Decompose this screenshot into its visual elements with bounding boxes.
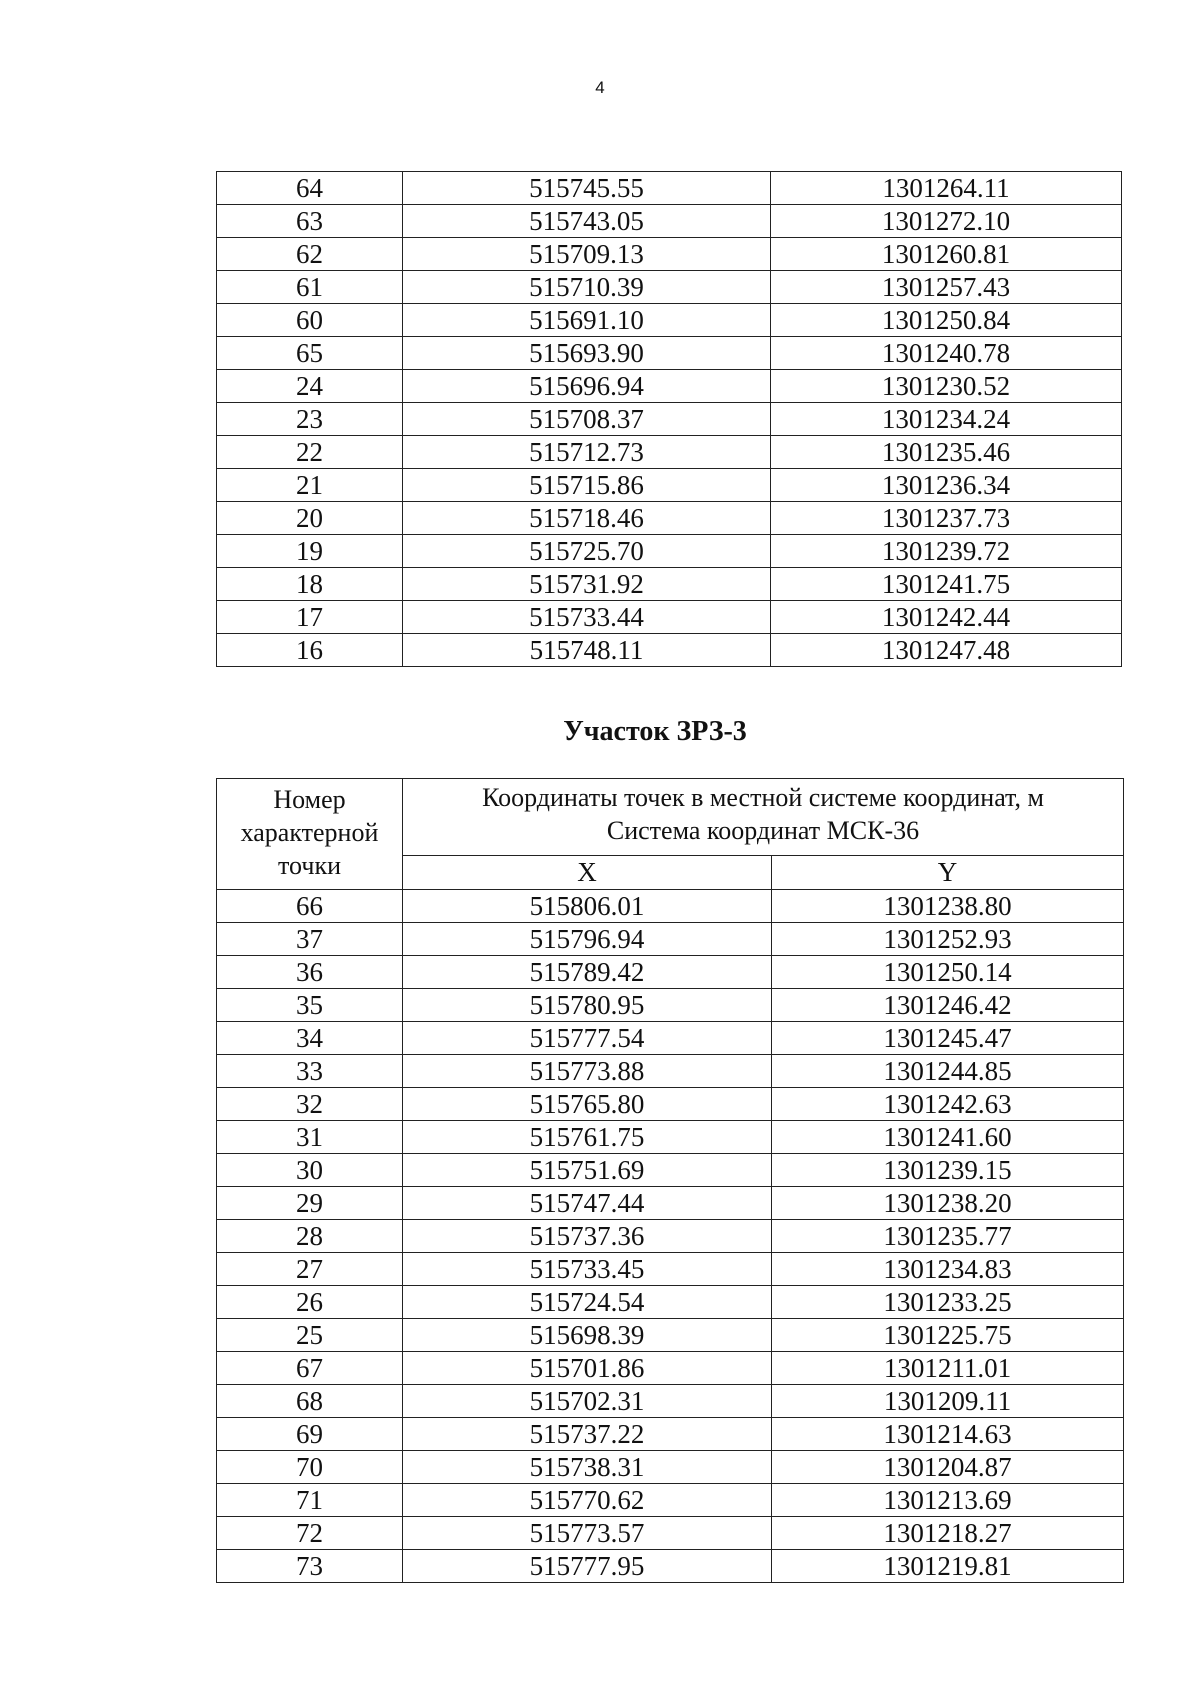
table-row <box>217 1022 1124 1055</box>
y-coordinate-cell: 1301230.52 <box>771 370 1122 403</box>
x-coordinate-cell: 515715.86 <box>403 469 771 502</box>
point-number-cell: 60 <box>217 304 403 337</box>
table-row <box>217 436 1122 469</box>
table-row <box>217 370 1122 403</box>
y-coordinate-cell: 1301234.83 <box>772 1253 1124 1286</box>
x-coordinate-cell: 515745.55 <box>403 172 771 205</box>
y-coordinate-cell: 1301257.43 <box>771 271 1122 304</box>
y-coordinate-cell: 1301240.78 <box>771 337 1122 370</box>
page-number: 4 <box>595 78 605 97</box>
point-number-cell: 17 <box>217 601 403 634</box>
x-coordinate-cell: 515691.10 <box>403 304 771 337</box>
y-coordinate-cell: 1301245.47 <box>772 1022 1124 1055</box>
y-coordinate-cell: 1301218.27 <box>772 1517 1124 1550</box>
point-number-cell: 61 <box>217 271 403 304</box>
point-number-cell: 73 <box>217 1550 403 1583</box>
point-number-cell: 16 <box>217 634 403 667</box>
x-coordinate-cell: 515701.86 <box>403 1352 772 1385</box>
x-coordinate-cell: 515770.62 <box>403 1484 772 1517</box>
x-coordinate-cell: 515710.39 <box>403 271 771 304</box>
y-coordinate-cell: 1301236.34 <box>771 469 1122 502</box>
point-number-cell: 67 <box>217 1352 403 1385</box>
y-coordinate-cell: 1301239.15 <box>772 1154 1124 1187</box>
table-row <box>217 1088 1124 1121</box>
y-coordinate-cell: 1301246.42 <box>772 989 1124 1022</box>
x-coordinate-cell: 515693.90 <box>403 337 771 370</box>
x-coordinate-cell: 515773.57 <box>403 1517 772 1550</box>
x-coordinate-cell: 515789.42 <box>403 956 772 989</box>
y-coordinate-cell: 1301247.48 <box>771 634 1122 667</box>
x-coordinate-cell: 515777.95 <box>403 1550 772 1583</box>
point-number-cell: 33 <box>217 1055 403 1088</box>
table-row <box>217 172 1122 205</box>
table-row <box>217 1550 1124 1583</box>
point-number-cell: 65 <box>217 337 403 370</box>
y-column-header: Y <box>772 856 1124 890</box>
y-coordinate-cell: 1301235.46 <box>771 436 1122 469</box>
table-row <box>217 989 1124 1022</box>
point-number-cell: 34 <box>217 1022 403 1055</box>
x-coordinate-cell: 515712.73 <box>403 436 771 469</box>
table-row <box>217 238 1122 271</box>
point-number-cell: 72 <box>217 1517 403 1550</box>
coordinates-table-header <box>217 779 1124 890</box>
x-coordinate-cell: 515737.22 <box>403 1418 772 1451</box>
point-number-cell: 18 <box>217 568 403 601</box>
point-number-cell: 35 <box>217 989 403 1022</box>
x-coordinate-cell: 515724.54 <box>403 1286 772 1319</box>
point-number-cell: 24 <box>217 370 403 403</box>
x-coordinate-cell: 515733.45 <box>403 1253 772 1286</box>
table-row <box>217 403 1122 436</box>
point-number-cell: 27 <box>217 1253 403 1286</box>
x-coordinate-cell: 515709.13 <box>403 238 771 271</box>
table-row <box>217 271 1122 304</box>
y-coordinate-cell: 1301209.11 <box>772 1385 1124 1418</box>
table-row <box>217 1286 1124 1319</box>
x-column-header: X <box>403 856 772 890</box>
coordinate-system-header-line: Система координат МСК-36 <box>606 816 920 845</box>
x-coordinate-cell: 515696.94 <box>403 370 771 403</box>
table-row <box>217 337 1122 370</box>
y-coordinate-cell: 1301241.60 <box>772 1121 1124 1154</box>
y-coordinate-cell: 1301233.25 <box>772 1286 1124 1319</box>
table-row <box>217 1319 1124 1352</box>
table-row <box>217 1451 1124 1484</box>
table-row <box>217 601 1122 634</box>
table-row <box>217 956 1124 989</box>
point-number-header-line: характерной <box>240 818 379 847</box>
x-coordinate-cell: 515747.44 <box>403 1187 772 1220</box>
table-row <box>217 469 1122 502</box>
point-number-header-line: точки <box>278 851 341 880</box>
y-coordinate-cell: 1301250.14 <box>772 956 1124 989</box>
coordinates-table-zrz3 <box>216 778 1124 1583</box>
y-coordinate-cell: 1301252.93 <box>772 923 1124 956</box>
y-coordinate-cell: 1301225.75 <box>772 1319 1124 1352</box>
point-number-cell: 21 <box>217 469 403 502</box>
point-number-header-line: Номер <box>273 785 346 814</box>
point-number-cell: 26 <box>217 1286 403 1319</box>
x-coordinate-cell: 515748.11 <box>403 634 771 667</box>
point-number-cell: 36 <box>217 956 403 989</box>
point-number-cell: 22 <box>217 436 403 469</box>
y-coordinate-cell: 1301211.01 <box>772 1352 1124 1385</box>
coordinates-table-continued-body <box>217 172 1122 667</box>
point-number-cell: 20 <box>217 502 403 535</box>
y-coordinate-cell: 1301272.10 <box>771 205 1122 238</box>
table-row <box>217 890 1124 923</box>
table-row <box>217 502 1122 535</box>
table-row <box>217 1352 1124 1385</box>
x-coordinate-cell: 515751.69 <box>403 1154 772 1187</box>
x-coordinate-cell: 515737.36 <box>403 1220 772 1253</box>
y-coordinate-cell: 1301238.20 <box>772 1187 1124 1220</box>
x-coordinate-cell: 515780.95 <box>403 989 772 1022</box>
x-coordinate-cell: 515718.46 <box>403 502 771 535</box>
point-number-cell: 19 <box>217 535 403 568</box>
table-row <box>217 1154 1124 1187</box>
table-row <box>217 568 1122 601</box>
table-row <box>217 634 1122 667</box>
table-row <box>217 1220 1124 1253</box>
table-row <box>217 304 1122 337</box>
point-number-cell: 29 <box>217 1187 403 1220</box>
table-row <box>217 1253 1124 1286</box>
table-row <box>217 1385 1124 1418</box>
table-row <box>217 1484 1124 1517</box>
x-coordinate-cell: 515806.01 <box>403 890 772 923</box>
coordinates-table-zrz3-body <box>217 890 1124 1583</box>
point-number-cell: 25 <box>217 1319 403 1352</box>
y-coordinate-cell: 1301241.75 <box>771 568 1122 601</box>
point-number-cell: 23 <box>217 403 403 436</box>
section-title: Участок ЗРЗ-3 <box>563 716 747 747</box>
point-number-cell: 63 <box>217 205 403 238</box>
point-number-header <box>217 779 403 890</box>
y-coordinate-cell: 1301242.63 <box>772 1088 1124 1121</box>
point-number-cell: 31 <box>217 1121 403 1154</box>
point-number-cell: 68 <box>217 1385 403 1418</box>
x-coordinate-cell: 515702.31 <box>403 1385 772 1418</box>
table-row <box>217 205 1122 238</box>
y-coordinate-cell: 1301239.72 <box>771 535 1122 568</box>
x-coordinate-cell: 515731.92 <box>403 568 771 601</box>
y-coordinate-cell: 1301250.84 <box>771 304 1122 337</box>
y-coordinate-cell: 1301264.11 <box>771 172 1122 205</box>
y-coordinate-cell: 1301234.24 <box>771 403 1122 436</box>
y-coordinate-cell: 1301214.63 <box>772 1418 1124 1451</box>
table-row <box>217 923 1124 956</box>
y-coordinate-cell: 1301204.87 <box>772 1451 1124 1484</box>
x-coordinate-cell: 515773.88 <box>403 1055 772 1088</box>
x-coordinate-cell: 515738.31 <box>403 1451 772 1484</box>
table-row <box>217 1517 1124 1550</box>
coordinate-system-header-line: Координаты точек в местной системе координат, м <box>482 783 1044 812</box>
point-number-cell: 69 <box>217 1418 403 1451</box>
x-coordinate-cell: 515708.37 <box>403 403 771 436</box>
coordinate-system-header <box>403 779 1124 856</box>
point-number-cell: 62 <box>217 238 403 271</box>
x-coordinate-cell: 515698.39 <box>403 1319 772 1352</box>
point-number-cell: 70 <box>217 1451 403 1484</box>
table-row <box>217 1187 1124 1220</box>
point-number-cell: 64 <box>217 172 403 205</box>
x-coordinate-cell: 515777.54 <box>403 1022 772 1055</box>
table-row <box>217 1121 1124 1154</box>
y-coordinate-cell: 1301219.81 <box>772 1550 1124 1583</box>
point-number-cell: 71 <box>217 1484 403 1517</box>
y-coordinate-cell: 1301213.69 <box>772 1484 1124 1517</box>
point-number-cell: 28 <box>217 1220 403 1253</box>
point-number-cell: 32 <box>217 1088 403 1121</box>
point-number-cell: 30 <box>217 1154 403 1187</box>
table-row <box>217 1055 1124 1088</box>
point-number-cell: 37 <box>217 923 403 956</box>
y-coordinate-cell: 1301238.80 <box>772 890 1124 923</box>
x-coordinate-cell: 515725.70 <box>403 535 771 568</box>
table-row <box>217 535 1122 568</box>
coordinates-table-continued <box>216 171 1122 667</box>
x-coordinate-cell: 515765.80 <box>403 1088 772 1121</box>
x-coordinate-cell: 515733.44 <box>403 601 771 634</box>
table-row <box>217 1418 1124 1451</box>
y-coordinate-cell: 1301242.44 <box>771 601 1122 634</box>
x-coordinate-cell: 515761.75 <box>403 1121 772 1154</box>
x-coordinate-cell: 515743.05 <box>403 205 771 238</box>
y-coordinate-cell: 1301244.85 <box>772 1055 1124 1088</box>
y-coordinate-cell: 1301237.73 <box>771 502 1122 535</box>
x-coordinate-cell: 515796.94 <box>403 923 772 956</box>
y-coordinate-cell: 1301260.81 <box>771 238 1122 271</box>
y-coordinate-cell: 1301235.77 <box>772 1220 1124 1253</box>
point-number-cell: 66 <box>217 890 403 923</box>
